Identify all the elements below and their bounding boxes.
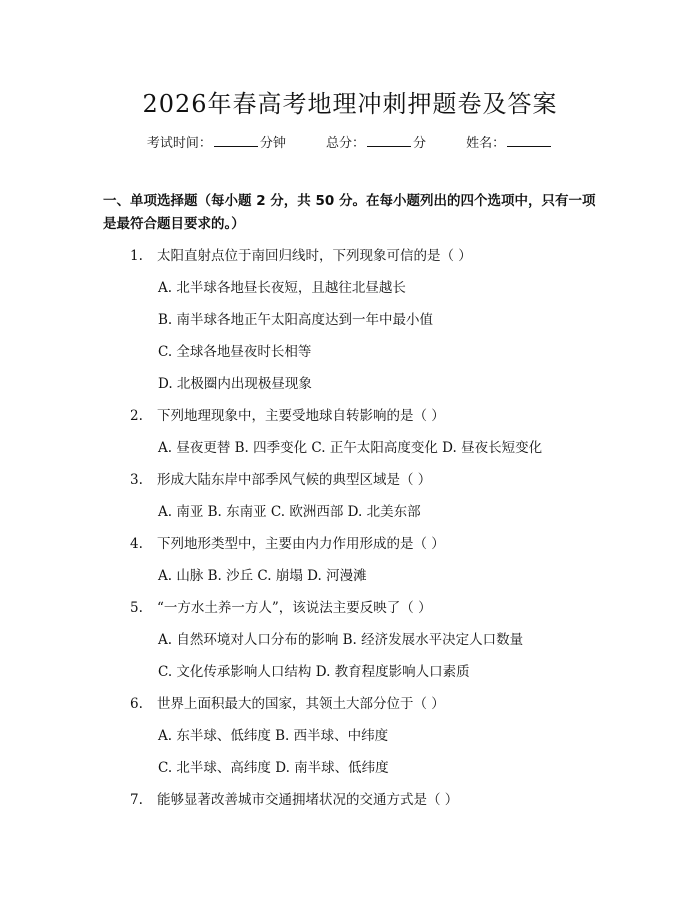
score-label: 总分： [325, 136, 365, 151]
score-field [326, 136, 430, 151]
question-7 [130, 788, 458, 808]
question-text: 下列地理现象中，主要受地球自转影响的是（ ） [157, 408, 445, 424]
question-2 [130, 404, 445, 424]
time-blank [214, 134, 258, 147]
question-3 [130, 468, 431, 488]
question-1-option-c: C. 全球各地昼夜时长相等 [158, 344, 312, 360]
name-blank [507, 134, 551, 147]
score-unit: 分 [413, 136, 427, 151]
question-6-options-ab: A. 东半球、低纬度 B. 西半球、中纬度 [158, 728, 389, 744]
question-1-option-b: B. 南半球各地正午太阳高度达到一年中最小值 [158, 312, 434, 328]
question-number: 6. [130, 696, 143, 712]
question-6 [130, 692, 445, 712]
question-text: 能够显著改善城市交通拥堵状况的交通方式是（ ） [157, 792, 459, 808]
question-3-options: A. 南亚 B. 东南亚 C. 欧洲西部 D. 北美东部 [158, 504, 421, 520]
time-label: 考试时间： [146, 136, 212, 151]
question-number: 4. [130, 536, 143, 552]
time-field [147, 136, 290, 151]
question-number: 7. [130, 792, 143, 808]
question-1-option-a: A. 北半球各地昼长夜短，且越往北昼越长 [158, 280, 406, 296]
question-5-options-ab: A. 自然环境对人口分布的影响 B. 经济发展水平决定人口数量 [158, 632, 524, 648]
question-1-option-d: D. 北极圈内出现极昼现象 [158, 376, 312, 392]
score-blank [367, 134, 411, 147]
question-number: 3. [130, 472, 143, 488]
question-number: 1. [130, 248, 143, 264]
question-number: 5. [130, 600, 143, 616]
question-5 [130, 596, 432, 616]
question-4 [130, 532, 445, 552]
question-5-options-cd: C. 文化传承影响人口结构 D. 教育程度影响人口素质 [158, 664, 470, 680]
name-field [466, 136, 553, 151]
question-text: 形成大陆东岸中部季风气候的典型区域是（ ） [157, 472, 432, 488]
question-text: 下列地形类型中，主要由内力作用形成的是（ ） [157, 536, 445, 552]
question-4-options: A. 山脉 B. 沙丘 C. 崩塌 D. 河漫滩 [158, 568, 367, 584]
question-text: “一方水土养一方人”，该说法主要反映了（ ） [157, 600, 432, 616]
question-6-options-cd: C. 北半球、高纬度 D. 南半球、低纬度 [158, 760, 389, 776]
question-text: 世界上面积最大的国家，其领土大部分位于（ ） [157, 696, 445, 712]
name-label: 姓名： [466, 136, 506, 151]
question-text: 太阳直射点位于南回归线时，下列现象可信的是（ ） [157, 248, 472, 264]
question-2-options: A. 昼夜更替 B. 四季变化 C. 正午太阳高度变化 D. 昼夜长短变化 [158, 440, 543, 456]
page-title: 2026年春高考地理冲刺押题卷及答案 [142, 90, 558, 118]
time-unit: 分钟 [259, 136, 286, 151]
question-1 [130, 244, 472, 264]
question-number: 2. [130, 408, 143, 424]
section-heading: 一、单项选择题（每小题 2 分，共 50 分。在每小题列出的四个选项中，只有一项是最符合题目要求的。） [103, 193, 596, 232]
exam-meta [0, 132, 700, 151]
